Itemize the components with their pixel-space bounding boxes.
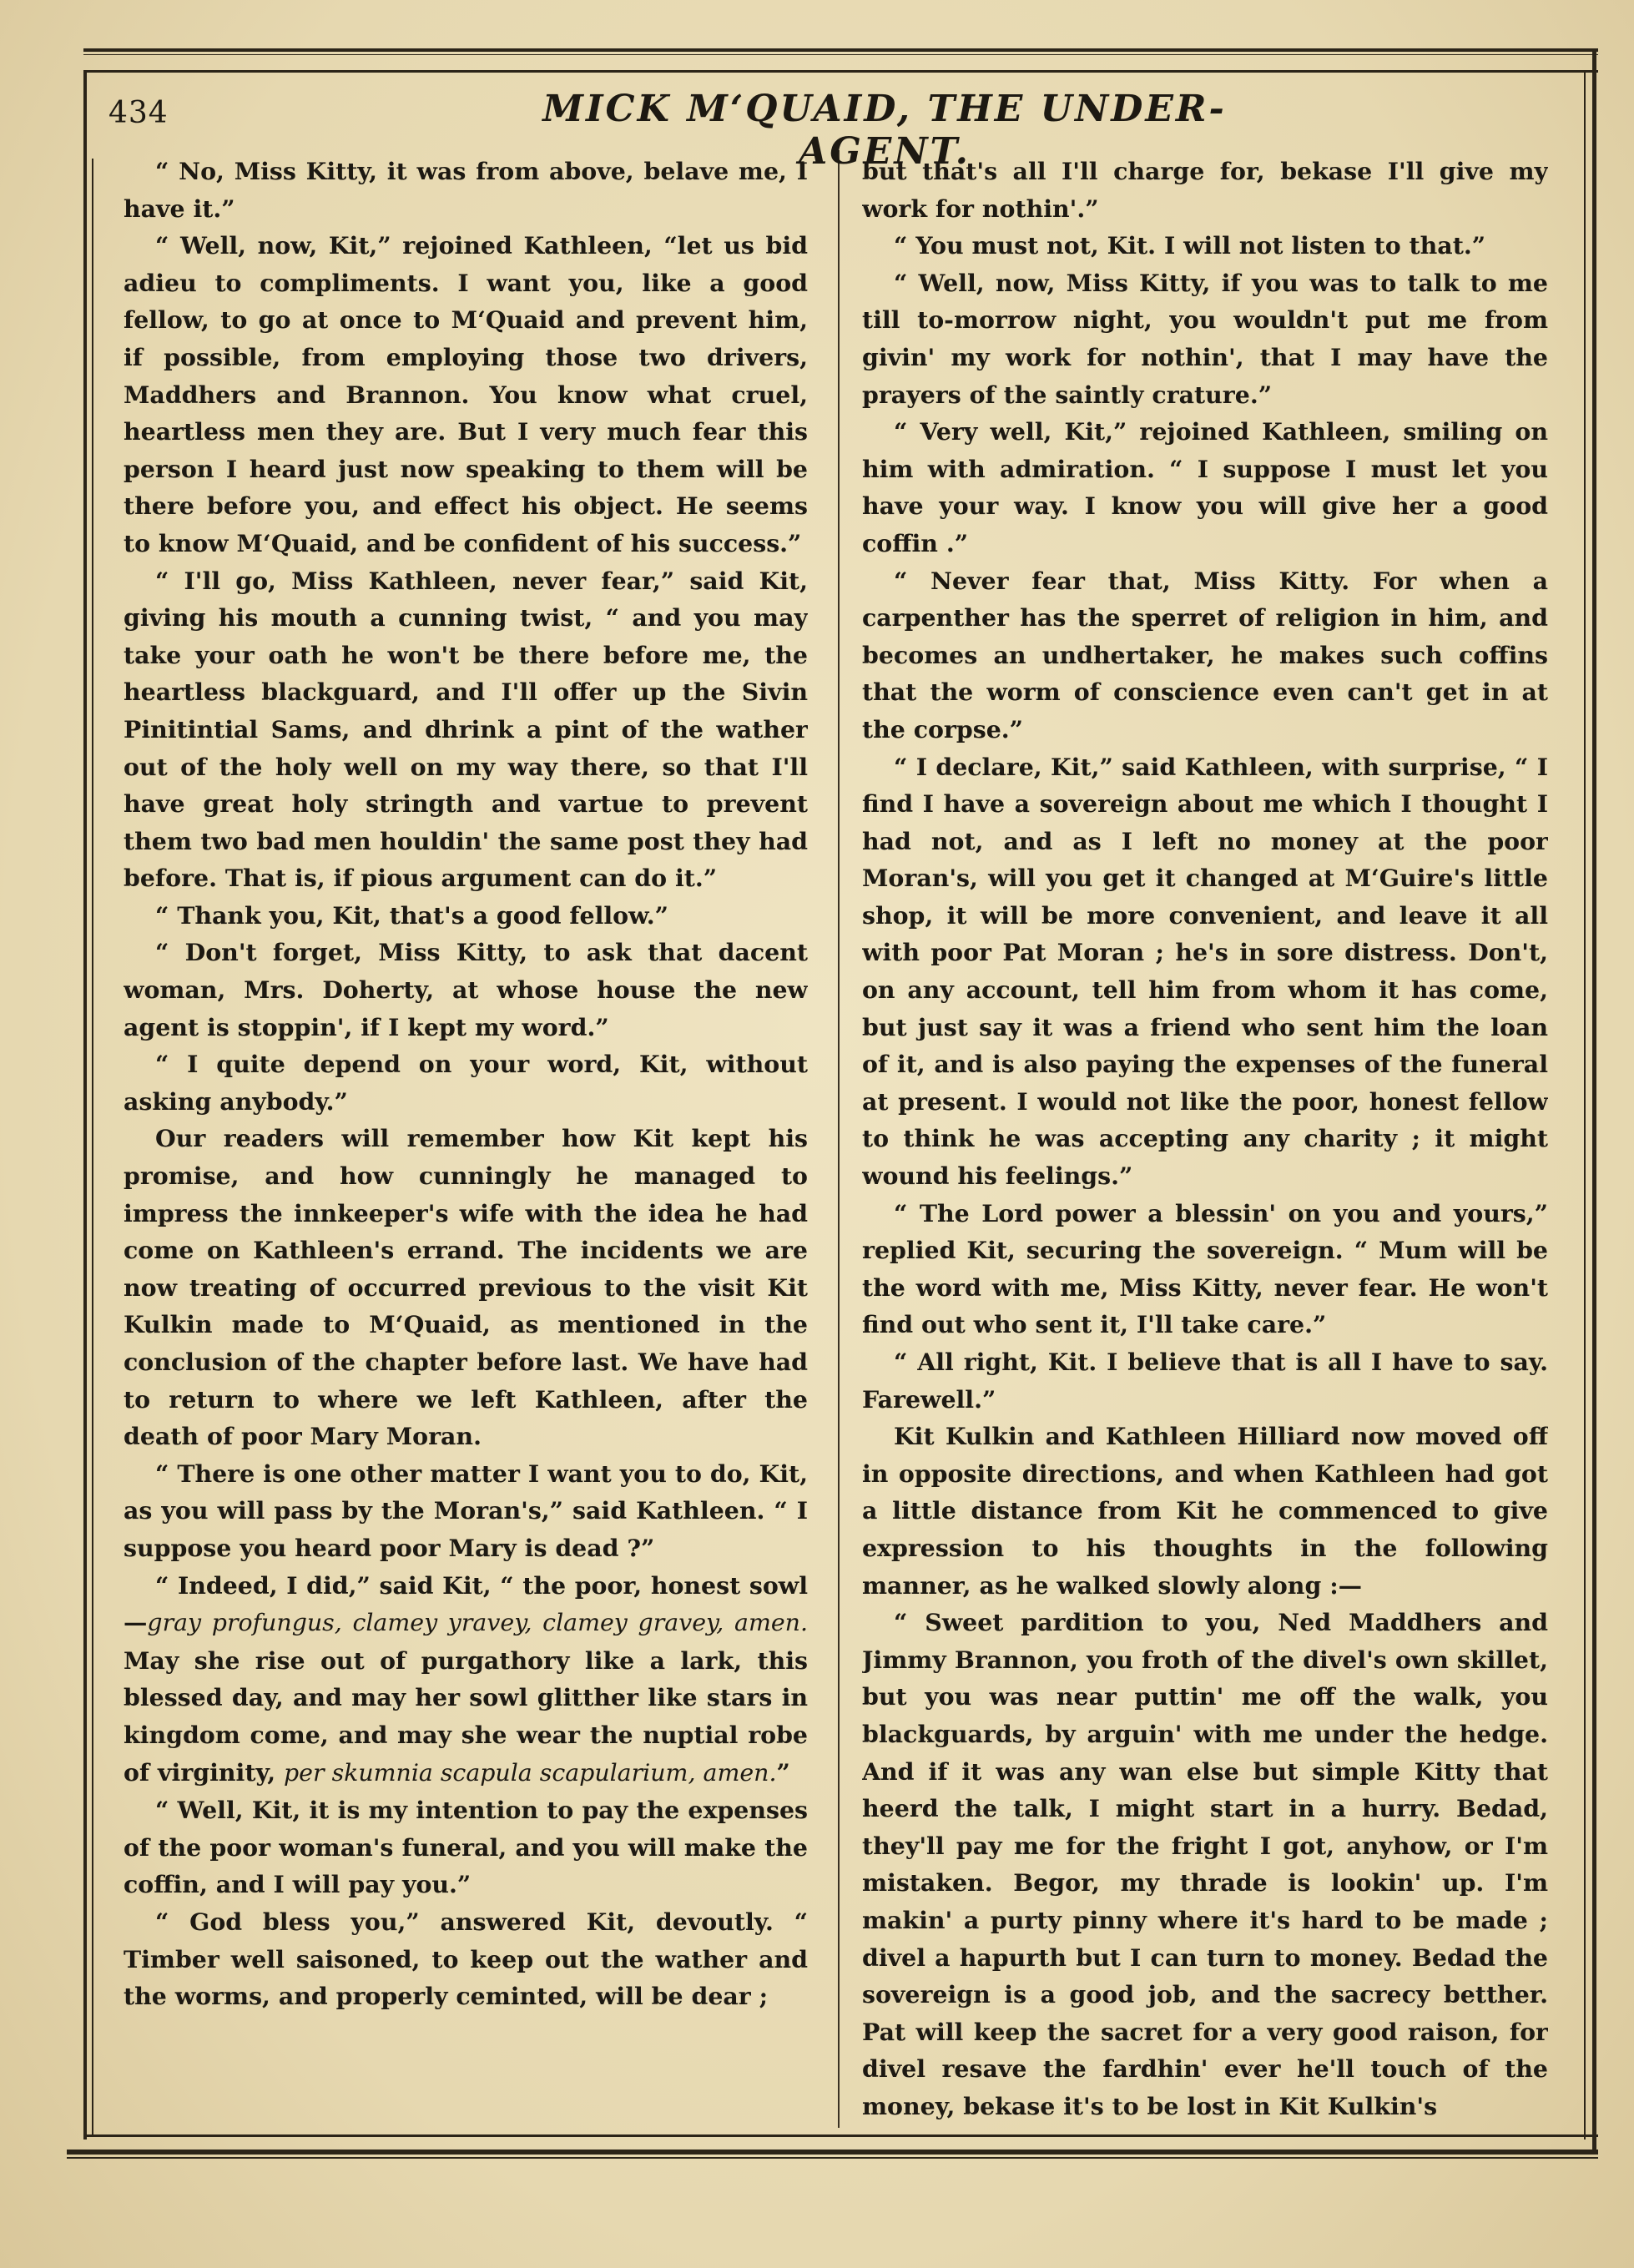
page-number: 434 — [108, 96, 169, 130]
paragraph: “ I quite depend on your word, Kit, without asking anybody.” — [124, 1050, 808, 1116]
paragraph: “ All right, Kit. I believe that is all I have to say. Farewell.” — [862, 1348, 1548, 1414]
paragraph: “ The Lord power a blessin' on you and yours,” replied Kit, securing the sovereign. “ Mum will be the word with me, Miss Kitty, never fear. He won't find out who sent it, I'll take care.” — [862, 1198, 1548, 1339]
text-run: ” — [776, 1757, 790, 1787]
column-divider — [838, 150, 840, 2128]
text-run: “ Indeed, I did,” said Kit, “ the poor, honest sowl— — [124, 1570, 808, 1637]
paragraph: “ I'll go, Miss Kathleen, never fear,” said Kit, giving his mouth a cunning twist, “ and you may take your oath he won't be there before me, the heartless blackguard, and I'll offer up the Sivin Pinitintial Sams, and dhrink a pint of the wather out of the holy well on my way there, so that I'll have great holy stringth and vartue to prevent them two bad men houldin' the same post they had before. That is, if pious argument can do it.” — [124, 566, 808, 893]
paragraph: “ No, Miss Kitty, it was from above, belave me, I have it.” — [124, 157, 808, 223]
running-head: MICK M‘QUAID, THE UNDER-AGENT. — [542, 88, 1227, 173]
top-double-rule — [83, 48, 1598, 55]
bottom-double-rule — [67, 2150, 1598, 2159]
paragraph: “ Well, Kit, it is my intention to pay the expenses of the poor woman's funeral, and you will make the coffin, and I will pay you.” — [124, 1796, 808, 1899]
paragraph: “ I declare, Kit,” said Kathleen, with surprise, “ I find I have a sovereign about me which I thought I had not, and as I left no money at the poor Moran's, will you get it changed at M‘Guire's little shop, it will be more convenient, and leave it all with poor Pat Moran ; he's in sore distress. Don't, on any account, tell him from whom it has come, but just say it was a friend who sent him the loan of it, and is also paying the expenses of the funeral at present. I would not like the poor, honest fellow to think he was accepting any charity ; it might wound his feelings.” — [862, 752, 1548, 1191]
paragraph: “ Very well, Kit,” rejoined Kathleen, smiling on him with admiration. “ I suppose I must let you have your way. I know you will give her a good coffin .” — [862, 417, 1548, 557]
left-inner-rule — [92, 159, 93, 2136]
paragraph: “ Sweet pardition to you, Ned Maddhers and Jimmy Brannon, you froth of the divel's own skillet, but you was near puttin' me off the walk, you blackguards, by arguin' with me under the hedge. And if it was any wan else but simple Kitty that heerd the talk, I might start in a hurry. Bedad, they'll pay me for the fright I got, anyhow, or I'm mistaken. Begor, my thrade is lookin' up. I'm makin' a purty pinny where it's hard to be made ; divel a hapurth but I can turn to money. Bedad the sovereign is a good job, and the sacrecy betther. Pat will keep the sacret for a very good raison, for divel resave the fardhin' ever he'll touch of the money, bekase it's to be lost in Kit Kulkin's — [862, 1608, 1548, 2120]
bottom-rule — [83, 2134, 1598, 2137]
paragraph: but that's all I'll charge for, bekase I'll give my work for nothin'.” — [862, 157, 1548, 223]
paragraph: “ Thank you, Kit, that's a good fellow.” — [155, 900, 668, 930]
paragraph: “ You must not, Kit. I will not listen to that.” — [894, 231, 1486, 260]
right-column — [862, 153, 1548, 2122]
paragraph: “ Don't forget, Miss Kitty, to ask that dacent woman, Mrs. Doherty, at whose house the new agent is stoppin', if I kept my word.” — [124, 938, 808, 1041]
latin-phrase: per skumnia scapula scapularium, amen. — [284, 1758, 777, 1787]
text-run: May she rise out of purgathory like a lark, this blessed day, and may her sowl glitther like stars in kingdom come, and may she wear the nuptial robe of virginity, — [124, 1646, 808, 1787]
paragraph — [124, 1567, 808, 1792]
right-inner-rule — [1584, 70, 1586, 2139]
left-column — [124, 153, 808, 2122]
top-rule — [83, 70, 1598, 73]
paragraph: “ God bless you,” answered Kit, devoutly. “ Timber well saisoned, to keep out the wather and the worms, and properly ceminted, will be dear ; — [124, 1907, 808, 2011]
paragraph: Our readers will remember how Kit kept his promise, and how cunningly he managed to impress the innkeeper's wife with the idea he had come on Kathleen's errand. The incidents we are now treating of occurred previous to the visit Kit Kulkin made to M‘Quaid, as mentioned in the conclusion of the chapter before last. We have had to return to where we left Kathleen, after the death of poor Mary Moran. — [124, 1124, 808, 1451]
paragraph: “ There is one other matter I want you to do, Kit, as you will pass by the Moran's,” said Kathleen. “ I suppose you heard poor Mary is dead ?” — [124, 1459, 808, 1562]
paragraph: “ Well, now, Miss Kitty, if you was to talk to me till to-morrow night, you wouldn't put me from givin' my work for nothin', that I may have the prayers of the saintly crature.” — [862, 268, 1548, 409]
paragraph: “ Never fear that, Miss Kitty. For when a carpenther has the sperret of religion in him, and becomes an undhertaker, he makes such coffins that the worm of conscience even can't get in at the corpse.” — [862, 566, 1548, 743]
latin-phrase: gray profungus, clamey yravey, clamey gravey, amen. — [147, 1609, 808, 1637]
left-border-rule — [83, 70, 87, 2139]
paragraph: “ Well, now, Kit,” rejoined Kathleen, “let us bid adieu to compliments. I want you, like a good fellow, to go at once to M‘Quaid and prevent him, if possible, from employing those two drivers, Maddhers and Brannon. You know what cruel, heartless men they are. But I very much fear this person I heard just now speaking to them will be there before you, and effect his object. He seems to know M‘Quaid, and be confident of his success.” — [124, 231, 808, 557]
right-border-rule — [1592, 50, 1596, 2153]
paragraph: Kit Kulkin and Kathleen Hilliard now moved off in opposite directions, and when Kathleen had got a little distance from Kit he commenced to give expression to his thoughts in the following manner, as he walked slowly along :— — [862, 1422, 1548, 1600]
